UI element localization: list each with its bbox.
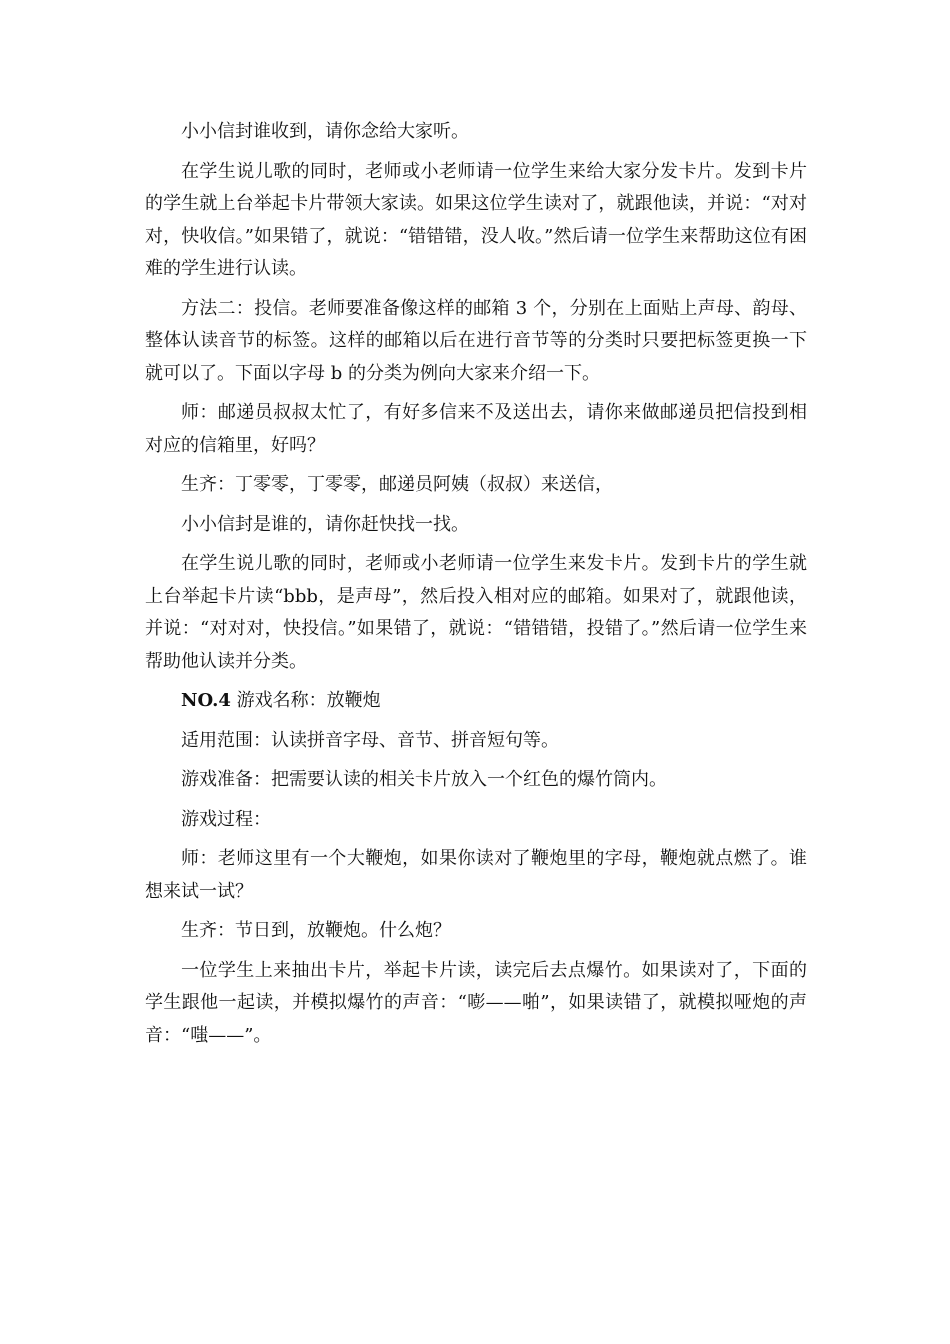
paragraph-6: 小小信封是谁的，请你赶快找一找。 (181, 513, 469, 535)
game-heading-title: 游戏名称：放鞭炮 (230, 690, 381, 711)
paragraph-1: 小小信封谁收到，请你念给大家听。 (181, 121, 469, 142)
paragraph-7: 在学生说儿歌的同时，老师或小老师请一位学生来发卡片。发到卡片的学生就上台举起卡片读“bbb，是声母”，然后投入相对应的邮箱。如果对了，就跟他读，并说：“对对对，快投信。”如果错了，就说：“错错错，投错了。”然后请一位学生来帮助他认读并分类。 (145, 553, 807, 672)
paragraph-scope: 适用范围：认读拼音字母、音节、拼音短句等。 (181, 729, 559, 751)
paragraph-preparation: 游戏准备：把需要认读的相关卡片放入一个红色的爆竹筒内。 (181, 769, 667, 790)
paragraph-4: 师：邮递员叔叔太忙了，有好多信来不及送出去，请你来做邮递员把信投到相对应的信箱里，好吗？ (145, 402, 807, 456)
paragraph-teacher: 师：老师这里有一个大鞭炮，如果你读对了鞭炮里的字母，鞭炮就点燃了。谁想来试一试？ (145, 848, 807, 902)
paragraph-final: 一位学生上来抽出卡片，举起卡片读，读完后去点爆竹。如果读对了，下面的学生跟他一起读，并模拟爆竹的声音：“嘭——啪”，如果读错了，就模拟哑炮的声音：“嗤——”。 (145, 959, 807, 1046)
game-heading (145, 685, 807, 718)
paragraph-2: 在学生说儿歌的同时，老师或小老师请一位学生来给大家分发卡片。发到卡片的学生就上台举起卡片带领大家读。如果这位学生读对了，就跟他读，并说：“对对对，快收信。”如果错了，就说：“错错错，没人收。”然后请一位学生来帮助这位有困难的学生进行认读。 (145, 160, 807, 279)
paragraph-5: 生齐：丁零零，丁零零，邮递员阿姨（叔叔）来送信， (181, 474, 613, 495)
paragraph-3: 方法二：投信。老师要准备像这样的邮箱 3 个，分别在上面贴上声母、韵母、整体认读音节的标签。这样的邮箱以后在进行音节等的分类时只要把标签更换一下就可以了。下面以字母 b 的分类为例向大家来介绍一下。 (145, 297, 807, 384)
game-heading-number: NO.4 (181, 690, 231, 711)
paragraph-process: 游戏过程： (181, 808, 271, 830)
document-body (145, 116, 807, 1059)
paragraph-students: 生齐：节日到，放鞭炮。什么炮？ (181, 920, 451, 941)
